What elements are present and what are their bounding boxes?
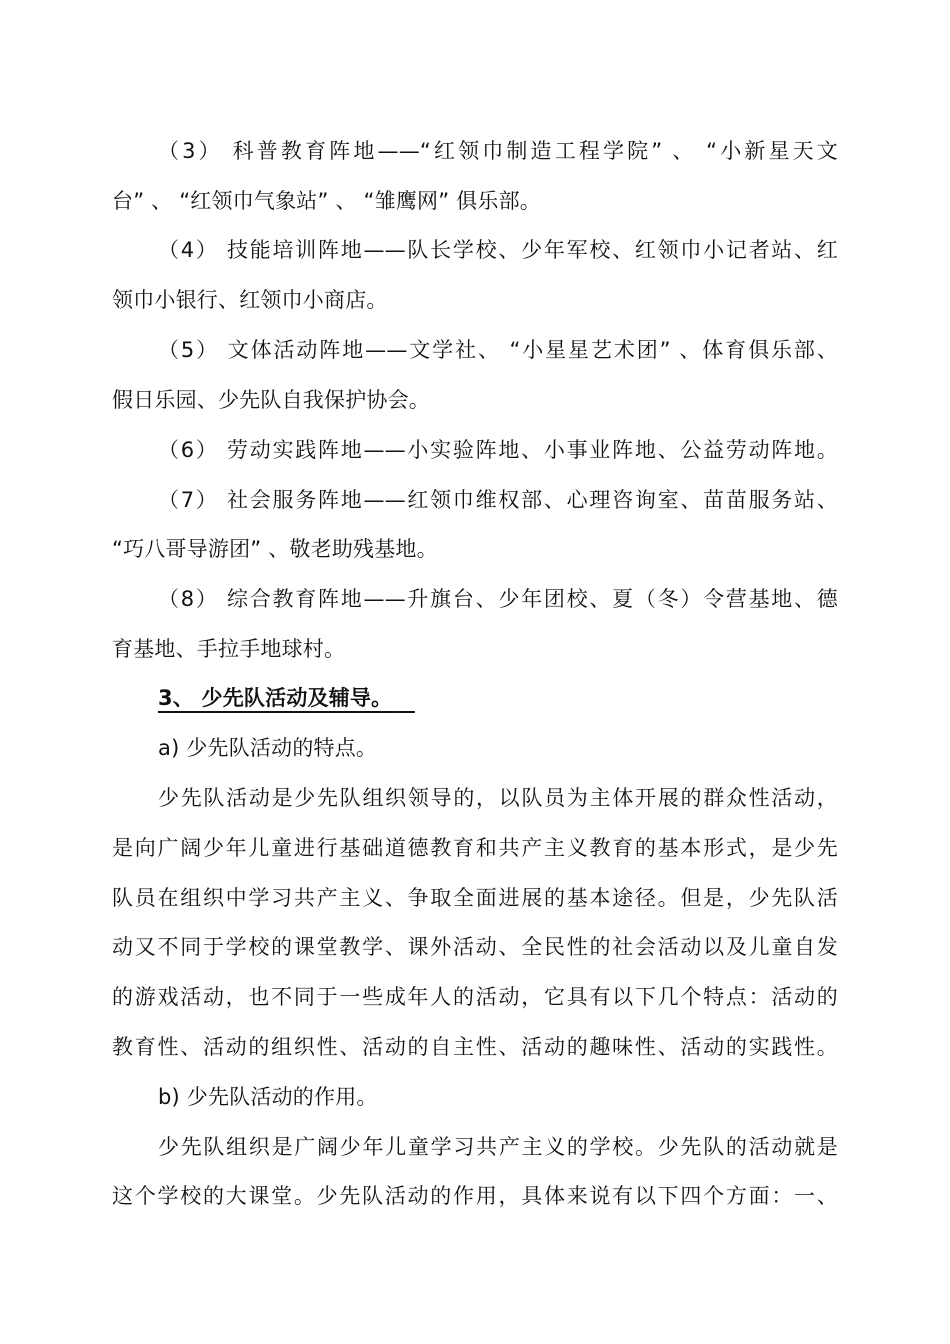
text-line: （4） 技能培训阵地——队长学校、少年军校、红领巾小记者站、红 [158,238,838,262]
text-line: 教育性、活动的组织性、活动的自主性、活动的趣味性、活动的实践性。 [112,1035,838,1059]
text-line: （6） 劳动实践阵地——小实验阵地、小事业阵地、公益劳动阵地。 [158,438,838,462]
text-line: 动又不同于学校的课堂教学、课外活动、全民性的社会活动以及儿童自发 [112,935,838,959]
text-line: （7） 社会服务阵地——红领巾维权部、心理咨询室、苗苗服务站、 [158,488,838,512]
text-line: 少先队活动是少先队组织领导的，以队员为主体开展的群众性活动， [158,786,838,810]
subsection-heading: a) 少先队活动的特点。 [158,736,378,760]
text-line: 育基地、手拉手地球村。 [112,637,346,661]
text-line: （3） 科普教育阵地——“红领巾制造工程学院” 、 “小新星天文 [158,139,838,163]
text-line: （5） 文体活动阵地——文学社、 “小星星艺术团” 、体育俱乐部、 [158,338,838,362]
text-line: （8） 综合教育阵地——升旗台、少年团校、夏（冬）令营基地、德 [158,587,838,611]
text-line: 这个学校的大课堂。少先队活动的作用，具体来说有以下四个方面：一、 [112,1184,838,1208]
text-line: “巧八哥导游团” 、敬老助残基地。 [112,537,438,561]
text-line: 假日乐园、少先队自我保护协会。 [112,388,430,412]
text-line: 少先队组织是广阔少年儿童学习共产主义的学校。少先队的活动就是 [158,1135,838,1159]
text-line: 的游戏活动，也不同于一些成年人的活动，它具有以下几个特点：活动的 [112,985,838,1009]
text-line: 是向广阔少年儿童进行基础道德教育和共产主义教育的基本形式，是少先 [112,836,838,860]
section-heading: 3、 少先队活动及辅导。 [158,686,393,710]
subsection-heading: b) 少先队活动的作用。 [158,1085,378,1109]
text-line: 台” 、 “红领巾气象站” 、 “雏鹰网” 俱乐部。 [112,189,541,213]
text-line: 领巾小银行、红领巾小商店。 [112,288,388,312]
text-line: 队员在组织中学习共产主义、争取全面进展的基本途径。但是，少先队活 [112,886,838,910]
